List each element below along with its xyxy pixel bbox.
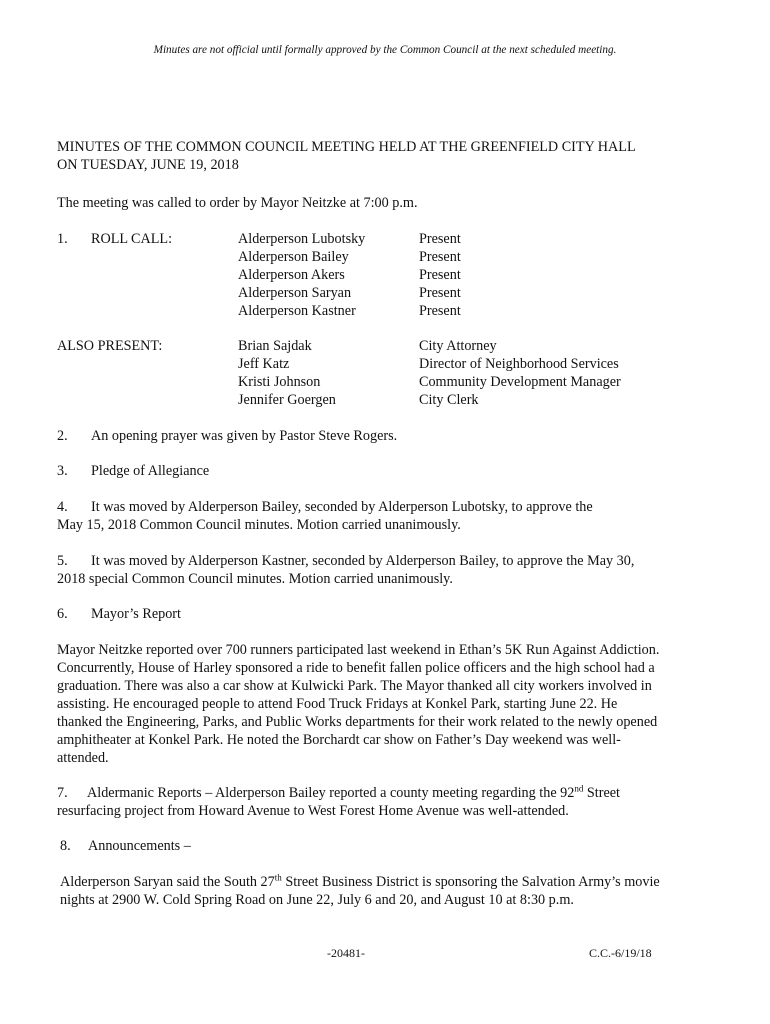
announcement-text: Alderperson Saryan said the South 27 — [60, 874, 275, 890]
item-5-line-2: 2018 special Common Council minutes. Motion carried unanimously. — [57, 571, 453, 587]
item-7-text-end: Street — [583, 785, 620, 801]
staff-name: Jennifer Goergen — [238, 392, 336, 408]
roll-call-status: Present — [419, 231, 461, 247]
item-3-text: Pledge of Allegiance — [91, 463, 210, 479]
announcement-superscript: th — [274, 872, 282, 883]
announcement-line-2: nights at 2900 W. Cold Spring Road on June 22, July 6 and 20, and August 10 at 8:30 p.m. — [60, 892, 574, 908]
item-2-number: 2. — [57, 428, 68, 444]
roll-call-status: Present — [419, 249, 461, 265]
title-line-2: ON TUESDAY, JUNE 19, 2018 — [57, 157, 239, 173]
also-present-names — [238, 337, 336, 409]
item-7-superscript: nd — [574, 783, 584, 794]
staff-name: Brian Sajdak — [238, 338, 312, 354]
announcement-text-end: Street Business District is sponsoring the Salvation Army’s movie — [281, 874, 660, 890]
item-3-number: 3. — [57, 463, 68, 479]
mayor-report-paragraph — [57, 641, 659, 767]
disclaimer: Minutes are not official until formally approved by the Common Council at the next scheduled meeting. — [153, 44, 617, 56]
staff-role: City Clerk — [419, 392, 479, 408]
item-7-text: Aldermanic Reports – Alderperson Bailey reported a county meeting regarding the 92 — [87, 785, 575, 801]
item-7-number: 7. — [57, 785, 68, 801]
call-to-order: The meeting was called to order by Mayor Neitzke at 7:00 p.m. — [57, 195, 418, 211]
staff-role: Director of Neighborhood Services — [419, 356, 619, 372]
item-4-line-1: It was moved by Alderperson Bailey, seconded by Alderperson Lubotsky, to approve the — [91, 499, 593, 515]
staff-role: Community Development Manager — [419, 374, 621, 390]
announcement-line-1 — [60, 873, 660, 891]
roll-call-name: Alderperson Kastner — [238, 303, 356, 319]
also-present-label: ALSO PRESENT: — [57, 338, 163, 354]
roll-call-name: Alderperson Saryan — [238, 285, 352, 301]
staff-name: Jeff Katz — [238, 356, 290, 372]
mayor-report-line: Mayor Neitzke reported over 700 runners participated last weekend in Ethan’s 5K Run Against Addiction. — [57, 642, 660, 658]
roll-call-number: 1. — [57, 231, 68, 247]
roll-call-label: ROLL CALL: — [91, 231, 173, 247]
page-number: -20481- — [327, 946, 365, 960]
mayor-report-line: attended. — [57, 750, 109, 766]
document-reference: C.C.-6/19/18 — [589, 946, 652, 960]
item-4-line-2: May 15, 2018 Common Council minutes. Motion carried unanimously. — [57, 517, 461, 533]
roll-call-statuses — [419, 230, 461, 320]
item-8-number: 8. — [60, 838, 71, 854]
roll-call-status: Present — [419, 303, 461, 319]
item-7-line-1 — [87, 784, 620, 802]
also-present-roles — [419, 337, 621, 409]
roll-call-name: Alderperson Bailey — [238, 249, 349, 265]
roll-call-names — [238, 230, 365, 320]
item-2-text: An opening prayer was given by Pastor Steve Rogers. — [91, 428, 398, 444]
item-5-number: 5. — [57, 553, 68, 569]
item-8-text: Announcements – — [88, 838, 191, 854]
item-6-number: 6. — [57, 606, 68, 622]
roll-call-name: Alderperson Akers — [238, 267, 345, 283]
mayor-report-line: thanked the Engineering, Parks, and Public Works departments for their work related to the newly opened — [57, 714, 658, 730]
mayor-report-line: amphitheater at Konkel Park. He noted the Borchardt car show on Father’s Day weekend was well- — [57, 732, 621, 748]
mayor-report-line: Concurrently, House of Harley sponsored a ride to benefit fallen police officers and the high school had a — [57, 660, 655, 676]
staff-role: City Attorney — [419, 338, 497, 354]
staff-name: Kristi Johnson — [238, 374, 321, 390]
roll-call-name: Alderperson Lubotsky — [238, 231, 366, 247]
roll-call-status: Present — [419, 285, 461, 301]
item-7-line-2: resurfacing project from Howard Avenue to West Forest Home Avenue was well-attended. — [57, 803, 569, 819]
mayor-report-line: assisting. He encouraged people to attend Food Truck Fridays at Konkel Park, starting June 22. He — [57, 696, 618, 712]
item-6-text: Mayor’s Report — [91, 606, 181, 622]
item-5-line-1: It was moved by Alderperson Kastner, seconded by Alderperson Bailey, to approve the May 30, — [91, 553, 635, 569]
roll-call-status: Present — [419, 267, 461, 283]
document-title — [57, 138, 737, 174]
item-4-number: 4. — [57, 499, 68, 515]
mayor-report-line: graduation. There was also a car show at Kulwicki Park. The Mayor thanked all city workers involved in — [57, 678, 652, 694]
title-line-1: MINUTES OF THE COMMON COUNCIL MEETING HELD AT THE GREENFIELD CITY HALL — [57, 139, 636, 155]
